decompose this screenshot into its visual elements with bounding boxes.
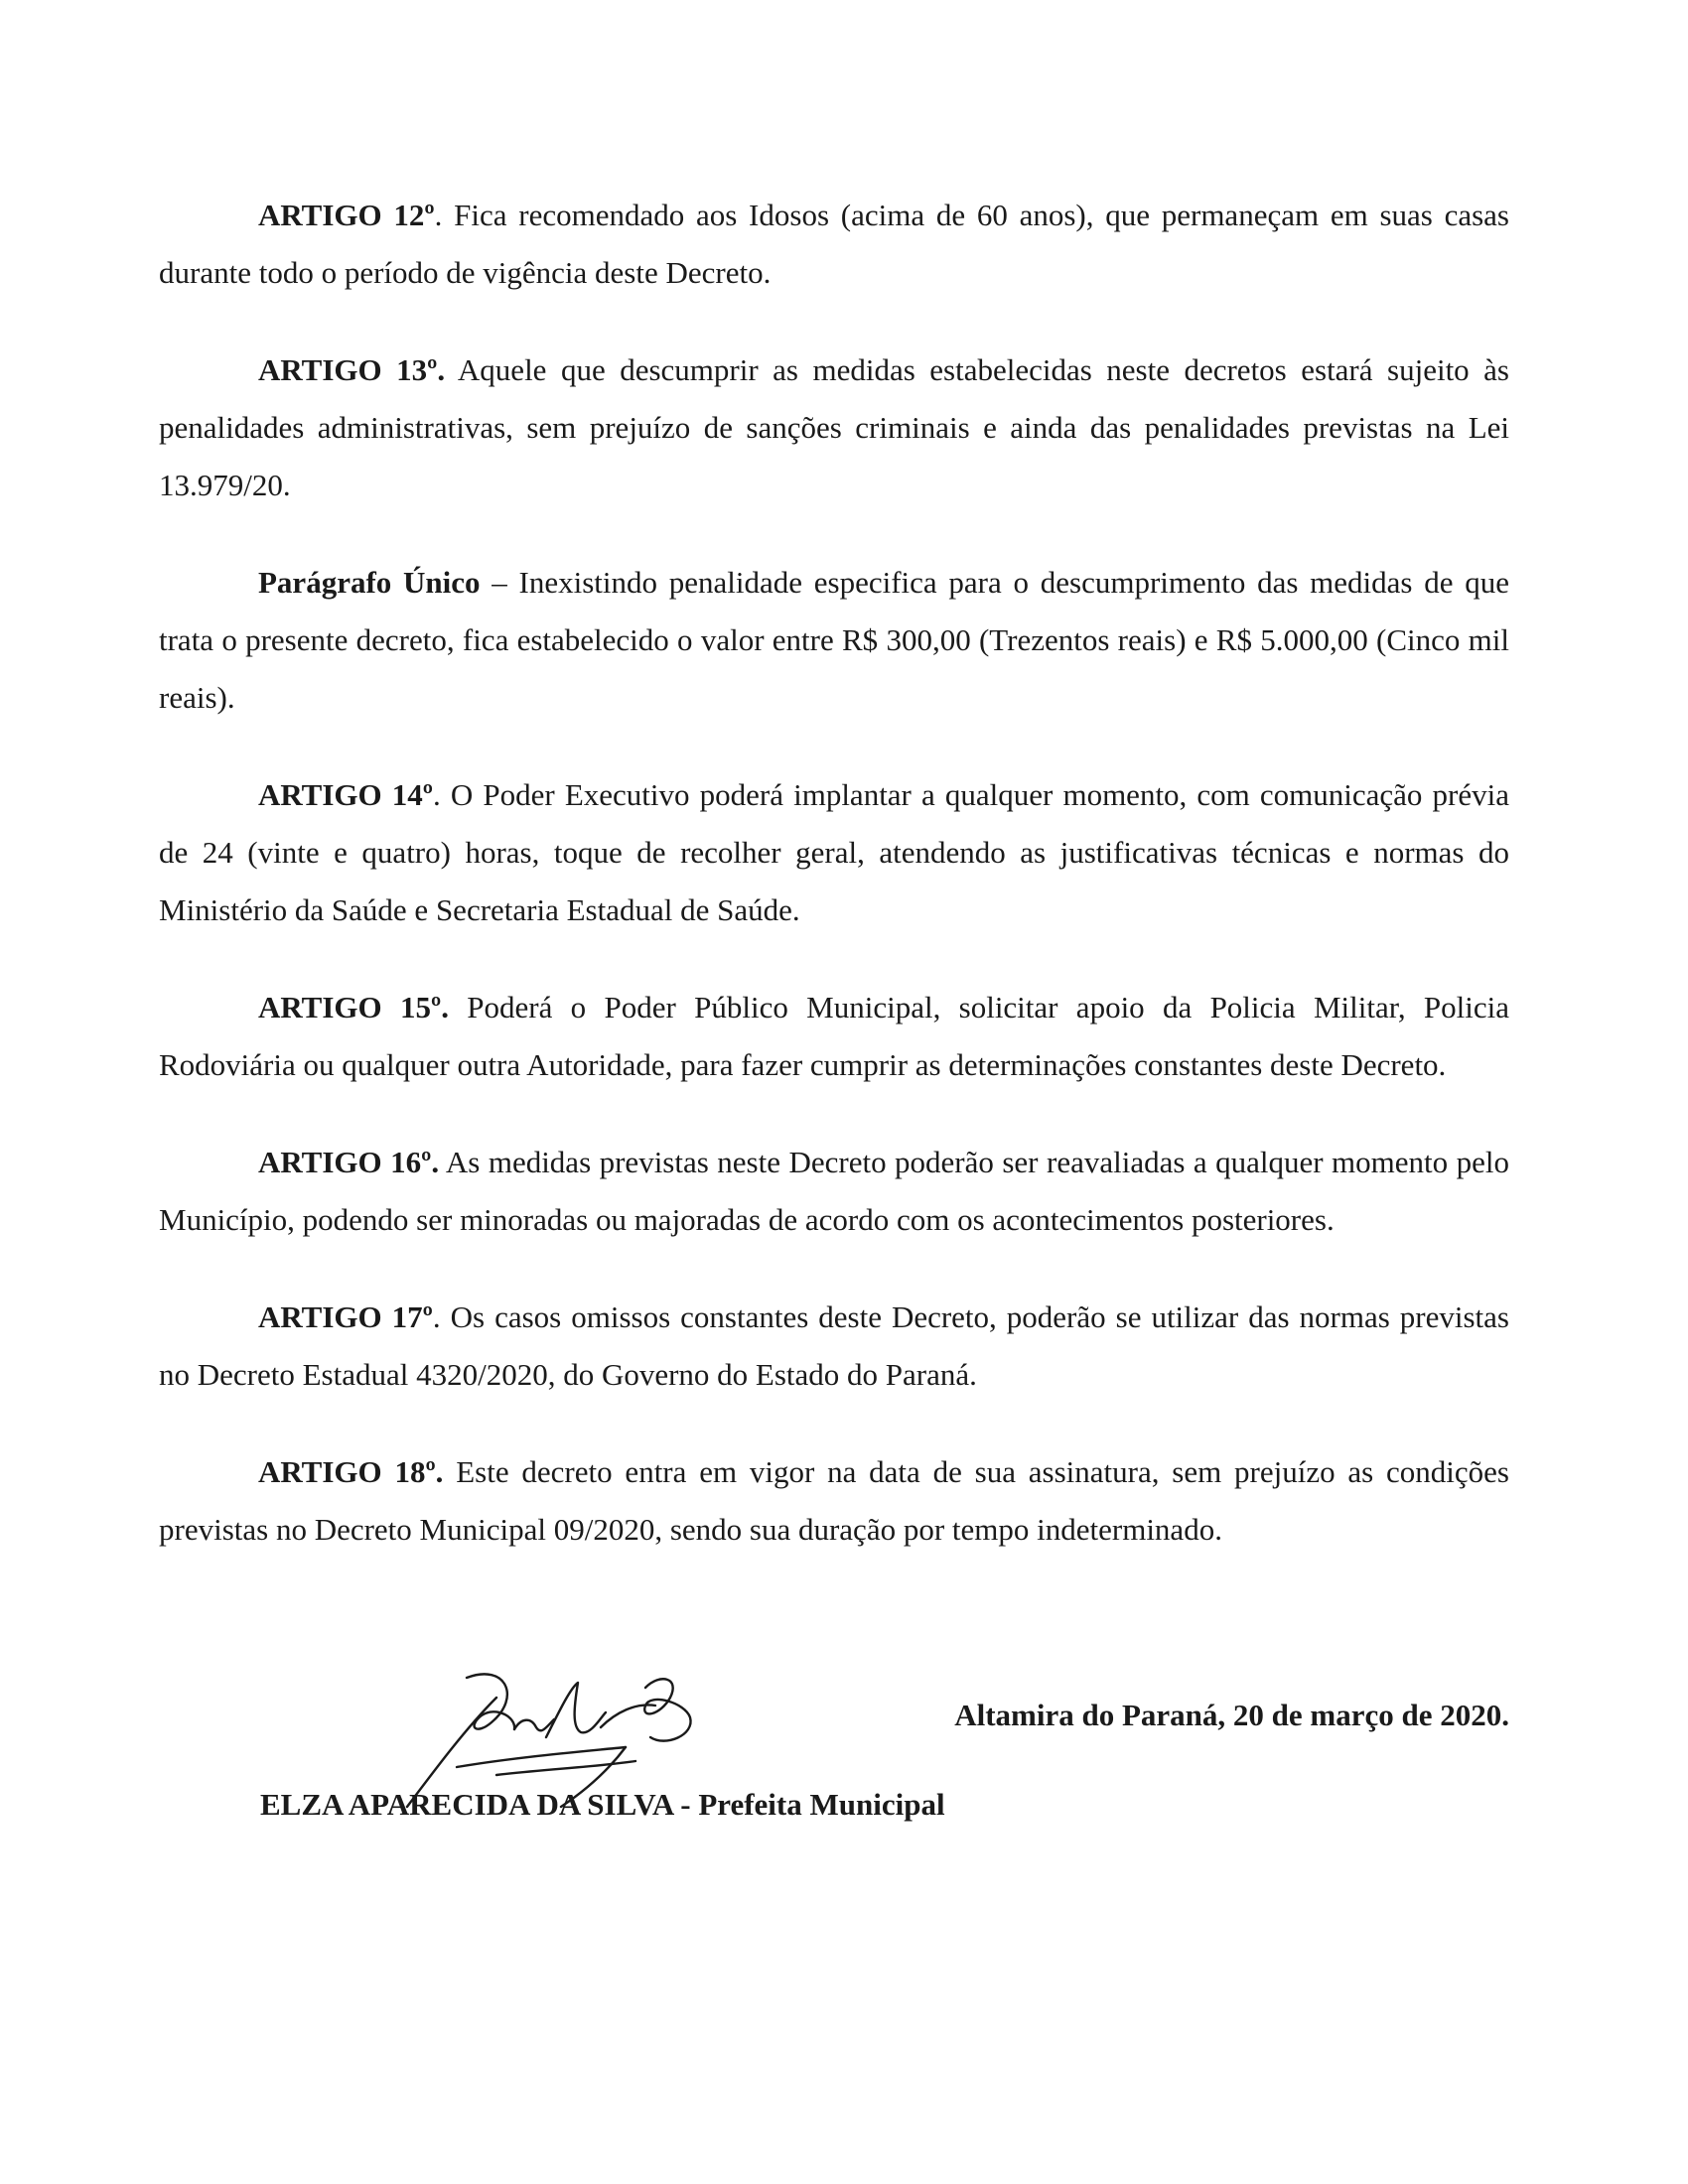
document-body — [159, 187, 1509, 1598]
article-16 — [159, 1134, 1509, 1249]
article-15 — [159, 979, 1509, 1094]
article-13 — [159, 341, 1509, 514]
date-line: Altamira do Paraná, 20 de março de 2020. — [954, 1698, 1509, 1732]
closing-block — [159, 1678, 1509, 1856]
article-17-text: . Os casos omissos constantes deste Decreto, poderão se utilizar das normas previstas no Decreto Estadual 4320/2020, do Governo do Estado do Paraná. — [159, 1299, 1509, 1392]
article-13-text: Aquele que descumprir as medidas estabelecidas neste decretos estará sujeito às penalidades administrativas, sem prejuízo de sanções criminais e ainda das penalidades previstas na Lei 13.979/20. — [159, 352, 1509, 502]
article-13-lead: ARTIGO 13º. — [258, 352, 446, 387]
article-18-lead: ARTIGO 18º. — [258, 1454, 444, 1489]
sole-paragraph — [159, 554, 1509, 727]
article-16-text: As medidas previstas neste Decreto poderão ser reavaliadas a qualquer momento pelo Município, podendo ser minoradas ou majoradas de acordo com os acontecimentos posteriores. — [159, 1145, 1510, 1237]
article-17-lead: ARTIGO 17º — [258, 1299, 433, 1334]
article-15-lead: ARTIGO 15º. — [258, 990, 449, 1024]
article-17 — [159, 1289, 1509, 1404]
article-14 — [159, 766, 1509, 939]
article-15-text: Poderá o Poder Público Municipal, solicitar apoio da Policia Militar, Policia Rodoviária ou qualquer outra Autoridade, para fazer cumprir as determinações constantes deste Decreto. — [159, 990, 1509, 1082]
article-14-lead: ARTIGO 14º — [258, 777, 434, 812]
article-18 — [159, 1443, 1509, 1559]
article-12 — [159, 187, 1509, 302]
signer-name: ELZA APARECIDA DA SILVA - Prefeita Municipal — [260, 1787, 945, 1822]
article-14-text: . O Poder Executivo poderá implantar a qualquer momento, com comunicação prévia de 24 (vinte e quatro) horas, toque de recolher geral, atendendo as justificativas técnicas e normas do Ministério da Saúde e Secretaria Estadual de Saúde. — [159, 777, 1510, 927]
sole-paragraph-text: – Inexistindo penalidade especifica para o descumprimento das medidas de que trata o presente decreto, fica estabelecido o valor entre R$ 300,00 (Trezentos reais) e R$ 5.000,00 (Cinco mil reais). — [159, 565, 1510, 715]
article-12-text: . Fica recomendado aos Idosos (acima de 60 anos), que permaneçam em suas casas durante todo o período de vigência deste Decreto. — [159, 198, 1509, 290]
article-16-lead: ARTIGO 16º. — [258, 1145, 440, 1179]
article-12-lead: ARTIGO 12º — [258, 198, 435, 232]
sole-paragraph-lead: Parágrafo Único — [258, 565, 481, 600]
article-18-text: Este decreto entra em vigor na data de sua assinatura, sem prejuízo as condições previstas no Decreto Municipal 09/2020, sendo sua duração por tempo indeterminado. — [159, 1454, 1509, 1547]
